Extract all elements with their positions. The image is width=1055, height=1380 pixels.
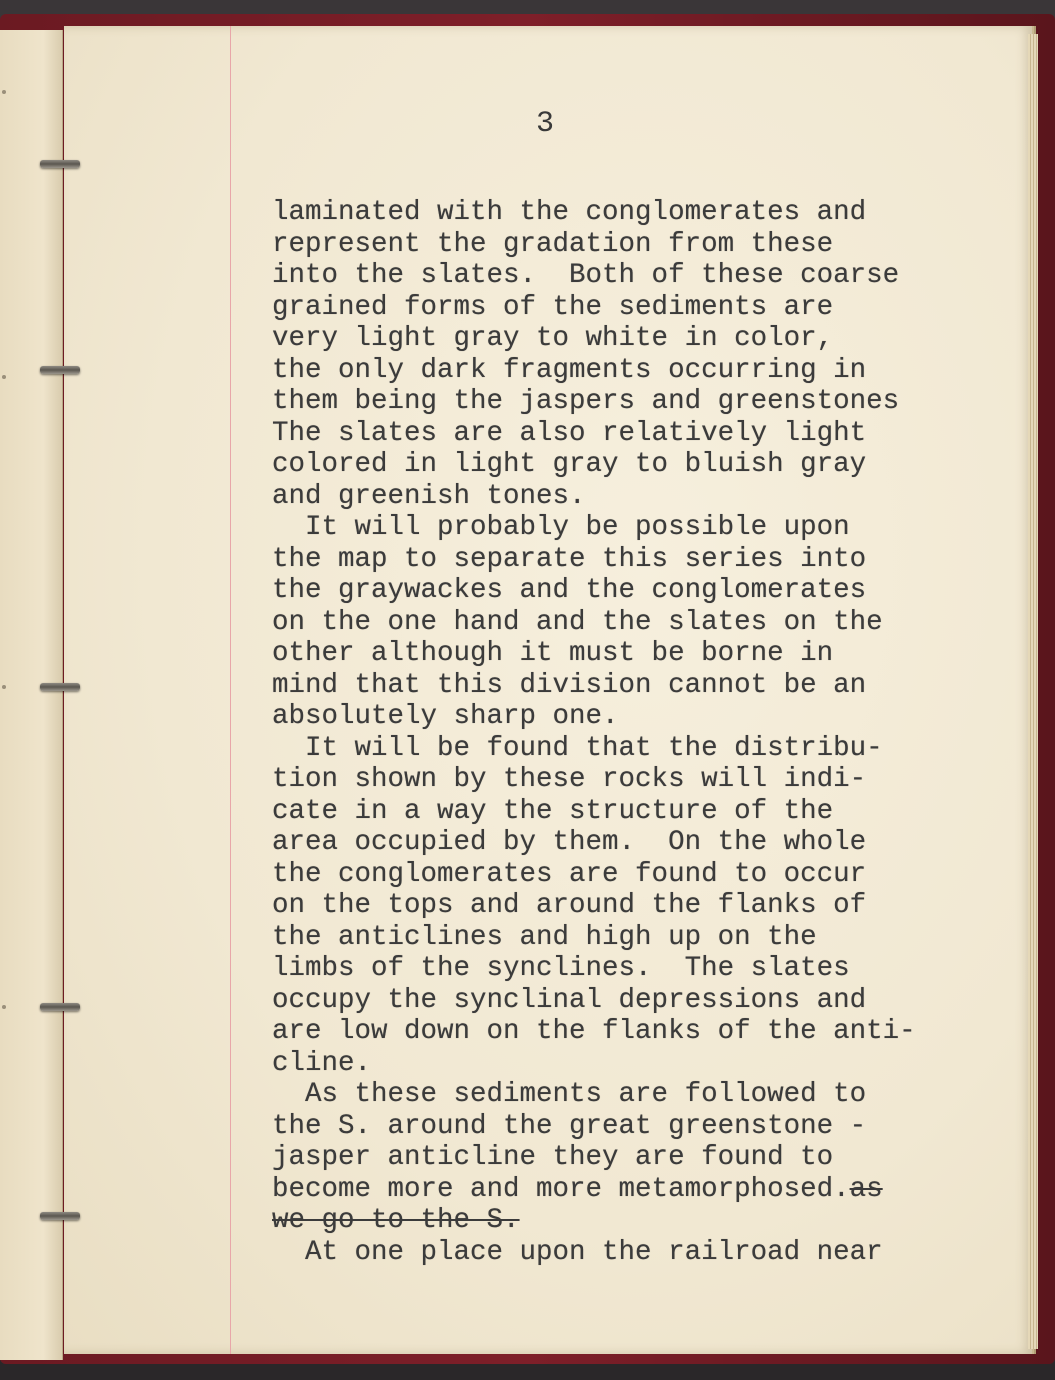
text-line: The slates are also relatively light <box>272 417 867 449</box>
text-line: mind that this division cannot be an <box>272 669 867 701</box>
text-line: the S. around the great greenstone - <box>272 1110 867 1142</box>
text-line: cline. <box>272 1047 372 1079</box>
text-line: It will probably be possible upon <box>272 512 850 543</box>
struck-out-text: as <box>849 1173 883 1205</box>
text-line: the map to separate this series into <box>272 543 867 575</box>
text-line: absolutely sharp one. <box>272 701 619 732</box>
binder-ring <box>40 366 80 374</box>
text-line: It will be found that the distribu- <box>272 732 883 764</box>
text-line-with-strike <box>272 1174 1022 1206</box>
text-line: and greenish tones. <box>272 480 586 512</box>
text-line: jasper anticline they are found to <box>272 1142 834 1173</box>
text-line: them being the jaspers and greenstones <box>272 386 900 417</box>
text-line: area occupied by them. On the whole <box>272 827 867 858</box>
ring-hole-mark <box>2 1005 6 1009</box>
page-number: 3 <box>536 107 555 141</box>
typed-body-text <box>272 197 1022 1268</box>
text-line: on the tops and around the flanks of <box>272 890 867 921</box>
text-line: tion shown by these rocks will indi- <box>272 764 867 795</box>
text-line: limbs of the synclines. The slates <box>272 953 850 984</box>
binder-ring <box>40 1003 80 1011</box>
text-line: the conglomerates are found to occur <box>272 858 867 890</box>
text-line: As these sediments are followed to <box>272 1079 867 1110</box>
page-stack-edge <box>1028 34 1038 1349</box>
ring-hole-mark <box>2 90 6 94</box>
struck-out-text: we go to the S. <box>272 1205 520 1236</box>
text-line: into the slates. Both of these coarse <box>272 260 900 291</box>
struck-out-line <box>272 1205 1022 1237</box>
text-line: laminated with the conglomerates and <box>272 197 867 228</box>
text-line: are low down on the flanks of the anti- <box>272 1016 916 1047</box>
text-line: At one place upon the railroad near <box>272 1236 883 1268</box>
text-line: other although it must be borne in <box>272 638 834 669</box>
text-line: very light gray to white in color, <box>272 323 834 354</box>
text-line: the only dark fragments occurring in <box>272 354 867 386</box>
ring-hole-mark <box>2 375 6 379</box>
margin-rule <box>230 26 231 1354</box>
text-line: cate in a way the structure of the <box>272 795 834 827</box>
text-line: grained forms of the sediments are <box>272 291 834 323</box>
text-line: on the one hand and the slates on the <box>272 606 883 638</box>
ring-hole-mark <box>2 685 6 689</box>
text-line: become more and more metamorphosed. <box>272 1173 850 1205</box>
facing-page-edge <box>0 30 63 1360</box>
text-line: occupy the synclinal depressions and <box>272 984 867 1016</box>
text-line: the anticlines and high up on the <box>272 921 817 953</box>
binder-ring <box>40 1212 80 1220</box>
text-line: represent the gradation from these <box>272 228 834 260</box>
binder-ring <box>40 683 80 691</box>
binder-ring <box>40 160 80 168</box>
text-line: colored in light gray to bluish gray <box>272 449 867 480</box>
text-line: the graywackes and the conglomerates <box>272 575 867 606</box>
